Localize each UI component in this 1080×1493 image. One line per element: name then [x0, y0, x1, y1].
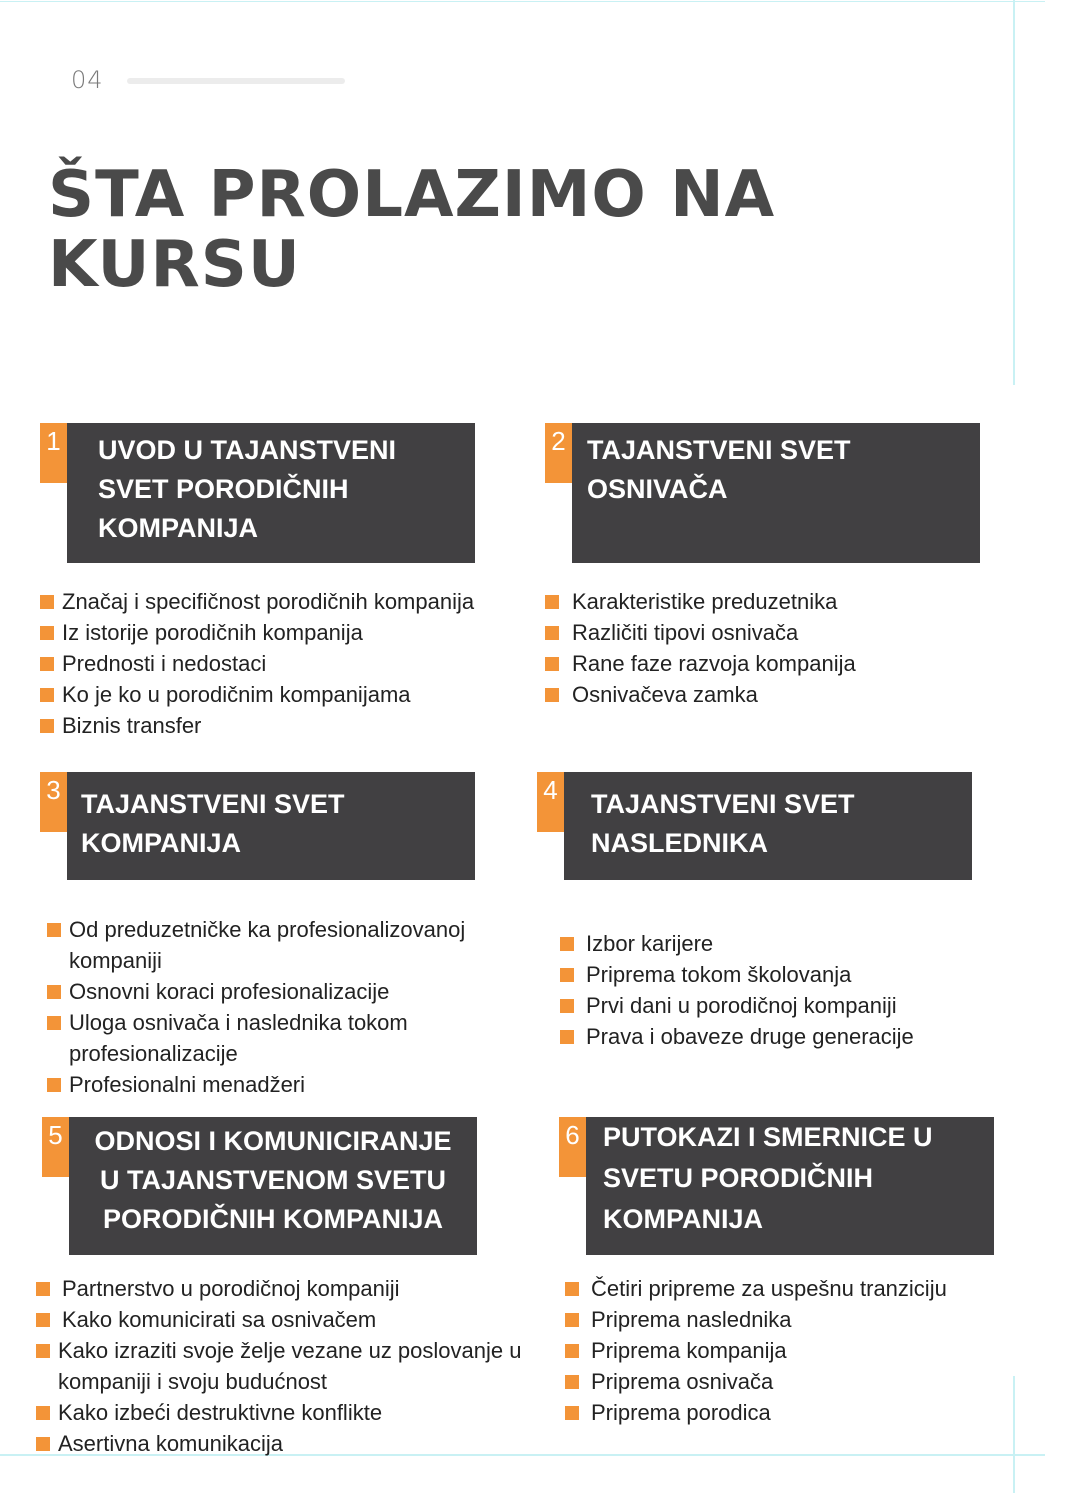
module-title-line: UVOD U TAJANSTVENI: [98, 435, 397, 465]
list-item-text: Osnovni koraci profesionalizacije: [69, 979, 390, 1004]
module-title-line: U TAJANSTVENOM SVETU: [99, 1165, 447, 1195]
list-item: [40, 710, 530, 741]
list-item-text: Kako izraziti svoje želje vezane uz poslovanje u kompaniji i svoju budućnost: [58, 1338, 522, 1394]
list-item-text: Izbor karijere: [586, 931, 714, 956]
list-item: [36, 1428, 536, 1459]
list-item-text: Rane faze razvoja kompanija: [572, 651, 856, 676]
list-item: [545, 586, 1005, 617]
list-item: [40, 679, 530, 710]
module-number-badge: 1: [40, 423, 67, 483]
bullet-square-icon: [560, 1030, 574, 1044]
list-item-text: Priprema osnivača: [591, 1369, 774, 1394]
bullet-square-icon: [565, 1313, 579, 1327]
list-item-text: Profesionalni menadžeri: [69, 1072, 306, 1097]
bullet-square-icon: [545, 595, 559, 609]
bullet-square-icon: [560, 999, 574, 1013]
module-title-line: PORODIČNIH KOMPANIJA: [102, 1204, 444, 1234]
module-title-line: KOMPANIJA: [98, 513, 259, 543]
bullet-square-icon: [545, 657, 559, 671]
list-item-text: Četiri pripreme za uspešnu tranziciju: [591, 1276, 947, 1301]
list-item-text: Priprema kompanija: [591, 1338, 787, 1363]
list-item: [47, 914, 467, 976]
list-item: [565, 1304, 1005, 1335]
module-number-badge: 6: [559, 1117, 586, 1177]
list-item-text: Partnerstvo u porodičnoj kompaniji: [62, 1276, 400, 1301]
list-item-text: Prvi dani u porodičnoj kompaniji: [586, 993, 897, 1018]
module-number-badge: 2: [545, 423, 572, 483]
list-item: [36, 1397, 536, 1428]
list-item-text: Od preduzetničke ka profesionalizovanoj kompaniji: [69, 917, 466, 973]
page-number: 04: [71, 66, 104, 94]
list-item: [36, 1335, 536, 1397]
bullet-square-icon: [565, 1282, 579, 1296]
bullet-square-icon: [36, 1344, 50, 1358]
bullet-square-icon: [47, 923, 61, 937]
list-item-text: Biznis transfer: [62, 713, 202, 738]
list-item: [545, 648, 1005, 679]
list-item-text: Kako izbeći destruktivne konflikte: [58, 1400, 383, 1425]
list-item: [565, 1273, 1005, 1304]
page-title: [48, 160, 948, 300]
module-title-line: PUTOKAZI I SMERNICE U: [603, 1122, 933, 1152]
bullet-square-icon: [47, 985, 61, 999]
list-item-text: Prava i obaveze druge generacije: [586, 1024, 914, 1049]
list-item-text: Karakteristike preduzetnika: [572, 589, 838, 614]
bullet-square-icon: [40, 657, 54, 671]
module-title-line: KOMPANIJA: [603, 1204, 764, 1234]
module-topic-list: [40, 586, 530, 741]
bullet-square-icon: [565, 1375, 579, 1389]
list-item: [36, 1273, 536, 1304]
list-item: [565, 1366, 1005, 1397]
module-title-line: ODNOSI I KOMUNICIRANJE: [94, 1126, 452, 1156]
list-item: [560, 959, 980, 990]
list-item-text: Ko je ko u porodičnim kompanijama: [62, 682, 411, 707]
module-title-box: [572, 423, 980, 563]
list-item-text: Priprema naslednika: [591, 1307, 792, 1332]
module-topic-list: [36, 1273, 536, 1459]
bullet-square-icon: [40, 595, 54, 609]
list-item-text: Kako komunicirati sa osnivačem: [62, 1307, 377, 1332]
bullet-square-icon: [47, 1078, 61, 1092]
bullet-square-icon: [40, 688, 54, 702]
module-topic-list: [565, 1273, 1005, 1428]
guide-line-right-upper: [1013, 0, 1015, 385]
list-item: [560, 928, 980, 959]
list-item: [565, 1335, 1005, 1366]
bullet-square-icon: [545, 688, 559, 702]
module-title-box: [67, 772, 475, 880]
module-topic-list: [47, 914, 467, 1100]
page-title-line: ŠTA PROLAZIMO NA: [48, 158, 776, 232]
module-title-line: TAJANSTVENI SVET: [591, 789, 855, 819]
module-title-line: TAJANSTVENI SVET: [81, 789, 345, 819]
module-title-box: [564, 772, 972, 880]
list-item: [565, 1397, 1005, 1428]
list-item: [560, 990, 980, 1021]
list-item-text: Priprema porodica: [591, 1400, 771, 1425]
list-item-text: Prednosti i nedostaci: [62, 651, 267, 676]
bullet-square-icon: [40, 626, 54, 640]
list-item: [36, 1304, 536, 1335]
module-number-badge: 4: [537, 772, 564, 832]
bullet-square-icon: [545, 626, 559, 640]
module-title-line: NASLEDNIKA: [591, 828, 769, 858]
list-item: [40, 617, 530, 648]
guide-line-right-lower: [1013, 1376, 1015, 1493]
bullet-square-icon: [40, 719, 54, 733]
bullet-square-icon: [36, 1437, 50, 1451]
list-item-text: Značaj i specifičnost porodičnih kompanija: [62, 589, 475, 614]
list-item: [40, 586, 530, 617]
list-item-text: Asertivna komunikacija: [58, 1431, 283, 1456]
bullet-square-icon: [565, 1406, 579, 1420]
list-item: [560, 1021, 980, 1052]
list-item: [40, 648, 530, 679]
list-item: [47, 1007, 467, 1069]
list-item: [545, 617, 1005, 648]
module-title-line: OSNIVAČA: [587, 474, 728, 504]
module-title-box: [67, 423, 475, 563]
module-title-box: [69, 1117, 477, 1255]
list-item-text: Osnivačeva zamka: [572, 682, 758, 707]
module-number-badge: 3: [40, 772, 67, 832]
list-item: [545, 679, 1005, 710]
list-item-text: Različiti tipovi osnivača: [572, 620, 799, 645]
bullet-square-icon: [36, 1282, 50, 1296]
bullet-square-icon: [560, 968, 574, 982]
list-item: [47, 976, 467, 1007]
bullet-square-icon: [565, 1344, 579, 1358]
page-number-rule: [127, 78, 345, 84]
module-topic-list: [545, 586, 1005, 710]
guide-line-top: [0, 1, 1045, 2]
module-title-line: SVETU PORODIČNIH: [603, 1163, 874, 1193]
bullet-square-icon: [47, 1016, 61, 1030]
list-item-text: Iz istorije porodičnih kompanija: [62, 620, 363, 645]
list-item: [47, 1069, 467, 1100]
page-title-line: KURSU: [48, 228, 301, 302]
module-title-box: [586, 1117, 994, 1255]
module-topic-list: [560, 928, 980, 1052]
module-title-line: KOMPANIJA: [81, 828, 242, 858]
bullet-square-icon: [36, 1313, 50, 1327]
module-title-line: TAJANSTVENI SVET: [587, 435, 851, 465]
module-title-line: SVET PORODIČNIH: [98, 474, 349, 504]
module-number-badge: 5: [42, 1117, 69, 1177]
bullet-square-icon: [560, 937, 574, 951]
list-item-text: Uloga osnivača i naslednika tokom profesionalizacije: [69, 1010, 408, 1066]
list-item-text: Priprema tokom školovanja: [586, 962, 852, 987]
bullet-square-icon: [36, 1406, 50, 1420]
